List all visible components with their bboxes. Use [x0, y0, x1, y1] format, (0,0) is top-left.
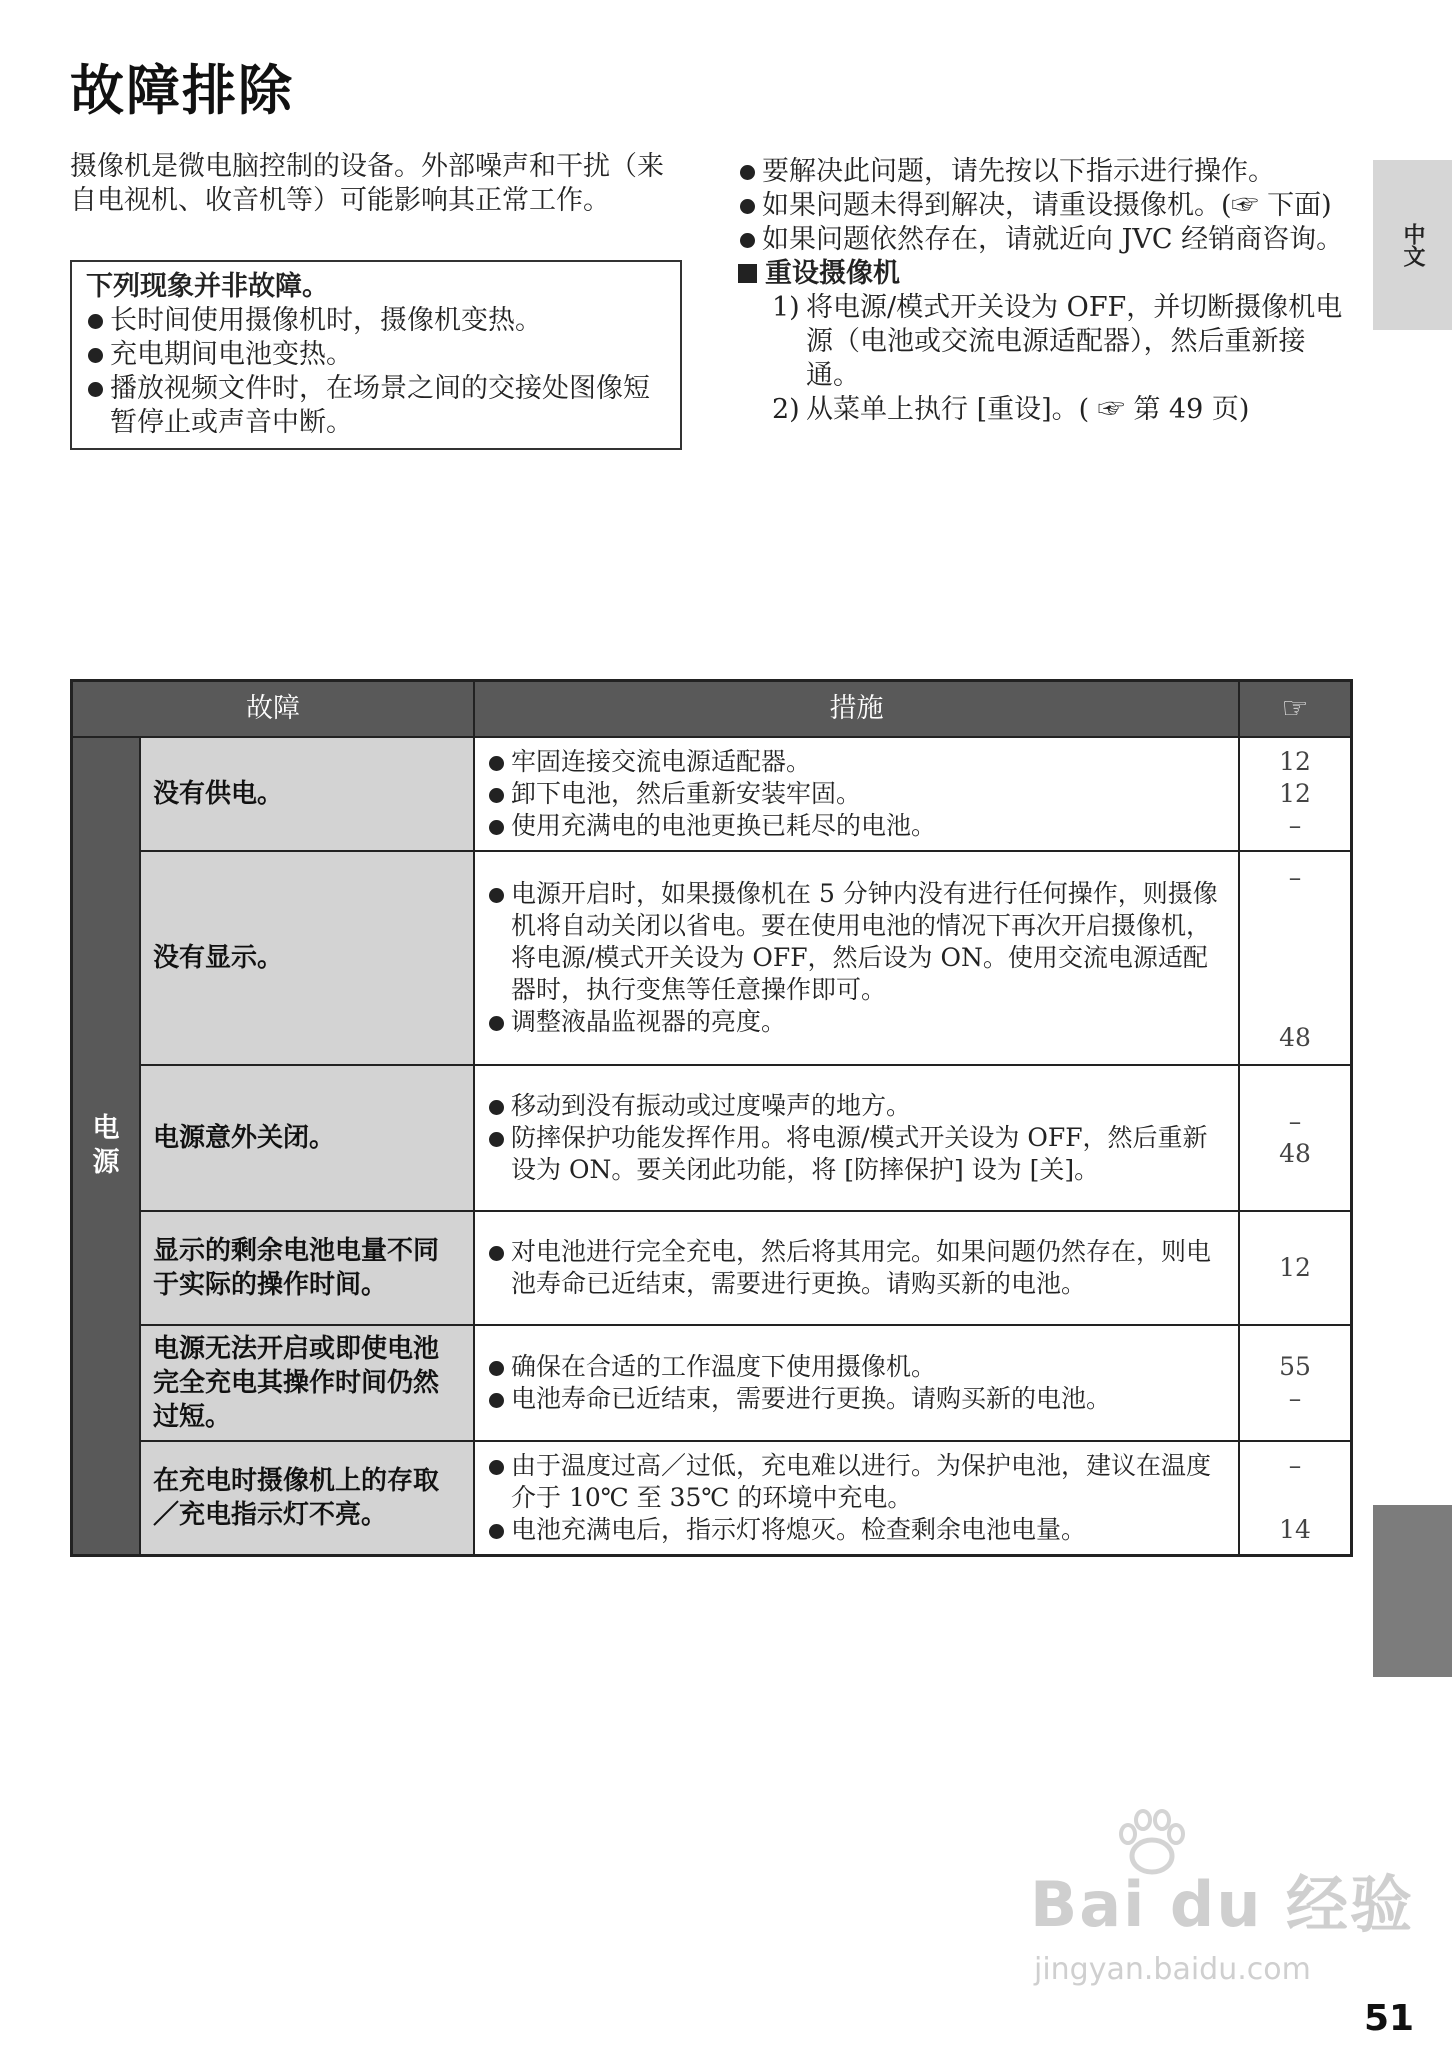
guidance-column — [738, 155, 1358, 427]
reference-cell: 55 – — [1239, 1325, 1352, 1441]
bullet-dot-icon — [489, 1100, 504, 1115]
section-tab-marker — [1373, 1505, 1452, 1677]
guidance-item: 要解决此问题，请先按以下指示进行操作。 — [738, 155, 1358, 189]
watermark-brand: Bai du 经验 — [1030, 1868, 1415, 1941]
table-row — [72, 851, 1352, 1065]
action-cell: 对电池进行完全充电，然后将其用完。如果问题仍然存在，则电池寿命已近结束，需要进行更换。请购买新的电池。 — [474, 1211, 1239, 1325]
bullet-dot-icon — [489, 1132, 504, 1147]
reference-cell: – 14 — [1239, 1441, 1352, 1555]
notice-title: 下列现象并非故障。 — [86, 271, 329, 302]
notice-item: 长时间使用摄像机时，摄像机变热。 — [86, 304, 666, 338]
bullet-dot-icon — [740, 199, 755, 214]
reset-heading: 重设摄像机 — [738, 257, 1358, 291]
bullet-dot-icon — [740, 165, 755, 180]
reference-cell: 12 — [1239, 1211, 1352, 1325]
bullet-dot-icon — [88, 348, 103, 363]
not-malfunction-box — [70, 260, 682, 450]
table-row — [72, 1211, 1352, 1325]
problem-cell: 没有显示。 — [140, 851, 474, 1065]
guidance-item: 如果问题依然存在，请就近向 JVC 经销商咨询。 — [738, 223, 1358, 257]
table-row — [72, 737, 1352, 851]
reference-header — [1239, 681, 1352, 738]
action-cell: 移动到没有振动或过度噪声的地方。 防摔保护功能发挥作用。将电源/模式开关设为 OFF，然后重新设为 ON。要关闭此功能，将 [防摔保护] 设为 [关]。 — [474, 1065, 1239, 1211]
reference-cell: 12 12 – — [1239, 737, 1352, 851]
square-bullet-icon — [738, 264, 757, 283]
problem-cell: 电源意外关闭。 — [140, 1065, 474, 1211]
reset-step: 1) 将电源/模式开关设为 OFF，并切断摄像机电源（电池或交流电源适配器），然后重新接通。 — [772, 292, 1343, 391]
category-power: 电源 — [72, 737, 141, 1555]
bullet-dot-icon — [489, 1016, 504, 1031]
guidance-item: 如果问题未得到解决，请重设摄像机。(☞ 下面) — [738, 189, 1358, 223]
reference-cell: – 48 — [1239, 1065, 1352, 1211]
bullet-dot-icon — [489, 756, 504, 771]
table-row — [72, 1325, 1352, 1441]
watermark-url: jingyan.baidu.com — [1034, 1952, 1311, 1987]
language-tab: 中文 — [1373, 160, 1452, 330]
bullet-dot-icon — [489, 1361, 504, 1376]
bullet-dot-icon — [740, 233, 755, 248]
baidu-watermark — [1030, 1855, 1414, 1987]
action-header: 措施 — [474, 681, 1239, 738]
troubleshooting-table — [70, 679, 1353, 1557]
bullet-dot-icon — [489, 788, 504, 803]
bullet-dot-icon — [489, 888, 504, 903]
table-row — [72, 1065, 1352, 1211]
table-row — [72, 1441, 1352, 1555]
bullet-dot-icon — [489, 1524, 504, 1539]
action-cell: 确保在合适的工作温度下使用摄像机。 电池寿命已近结束，需要进行更换。请购买新的电池。 — [474, 1325, 1239, 1441]
bullet-dot-icon — [489, 820, 504, 835]
problem-cell: 没有供电。 — [140, 737, 474, 851]
action-cell: 由于温度过高／过低，充电难以进行。为保护电池，建议在温度介于 10℃ 至 35℃ 的环境中充电。 电池充满电后，指示灯将熄灭。检查剩余电池电量。 — [474, 1441, 1239, 1555]
bullet-dot-icon — [489, 1460, 504, 1475]
bullet-dot-icon — [489, 1393, 504, 1408]
intro-text: 摄像机是微电脑控制的设备。外部噪声和干扰（来自电视机、收音机等）可能影响其正常工作。 — [70, 151, 664, 216]
table-header-row — [72, 681, 1352, 738]
notice-item: 充电期间电池变热。 — [86, 338, 666, 372]
bullet-dot-icon — [88, 382, 103, 397]
bullet-dot-icon — [489, 1246, 504, 1261]
page-title: 故障排除 — [70, 59, 294, 122]
pointing-hand-icon: ☞ — [1281, 690, 1309, 726]
problem-header: 故障 — [72, 681, 475, 738]
bullet-dot-icon — [88, 314, 103, 329]
action-cell: 电源开启时，如果摄像机在 5 分钟内没有进行任何操作，则摄像机将自动关闭以省电。要在使用电池的情况下再次开启摄像机，将电源/模式开关设为 OFF，然后设为 ON。使用交流电源适配器时，执行变焦等任意操作即可。 调整液晶监视器的亮度。 — [474, 851, 1239, 1065]
reset-step: 2) 从菜单上执行 [重设]。( ☞ 第 49 页) — [772, 394, 1250, 425]
action-cell: 牢固连接交流电源适配器。 卸下电池，然后重新安装牢固。 使用充满电的电池更换已耗尽的电池。 — [474, 737, 1239, 851]
notice-item: 播放视频文件时，在场景之间的交接处图像短暂停止或声音中断。 — [86, 372, 666, 440]
problem-cell: 在充电时摄像机上的存取／充电指示灯不亮。 — [140, 1441, 474, 1555]
problem-cell: 显示的剩余电池电量不同于实际的操作时间。 — [140, 1211, 474, 1325]
problem-cell: 电源无法开启或即使电池完全充电其操作时间仍然过短。 — [140, 1325, 474, 1441]
reference-cell: – 48 — [1239, 851, 1352, 1065]
page-number: 51 — [1364, 1998, 1415, 2039]
